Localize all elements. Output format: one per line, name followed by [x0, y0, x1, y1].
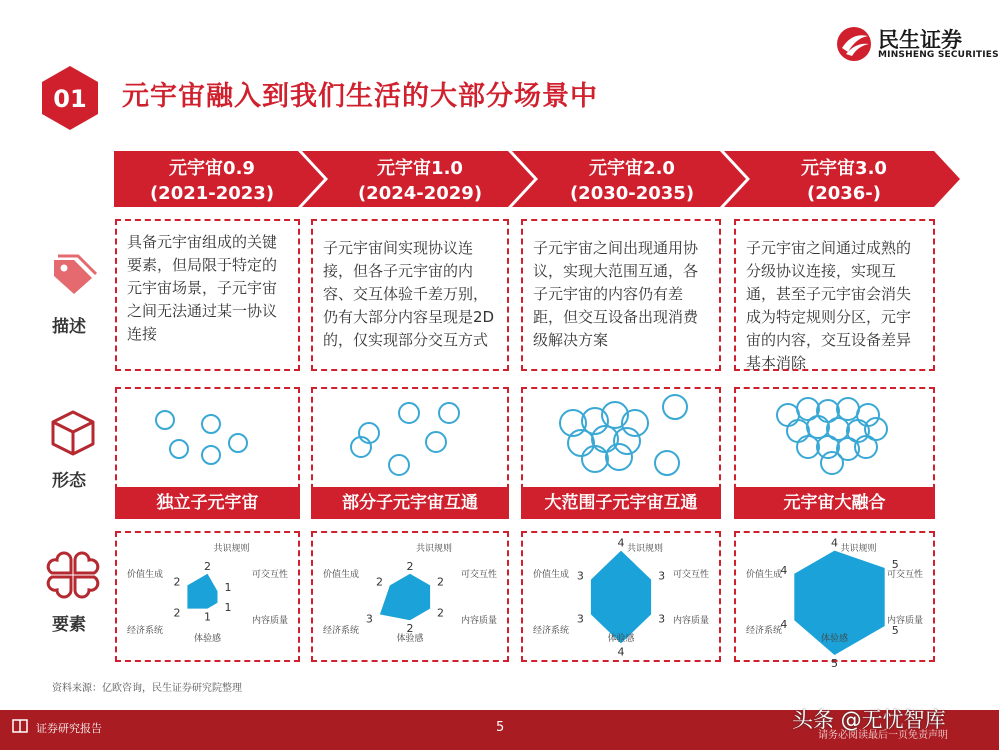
form-box-4 [734, 387, 935, 519]
cube-icon [48, 409, 98, 455]
radar-axis-label: 内容质量 [251, 616, 288, 626]
stage-name: 元宇宙0.9 [169, 158, 255, 179]
footer-label: 证券研究报告 [36, 722, 102, 735]
radar-value-label: 4 [780, 563, 788, 577]
description-box-4: 子元宇宙之间通过成熟的分级协议连接，实现互通，甚至子元宇宙会消失成为特定规则分区，元宇宙的内容，交互设备差异基本消除 [734, 219, 935, 371]
radar-axis-label: 可交互性 [672, 570, 709, 580]
disclaimer: 请务必阅读最后一页免责声明 [818, 730, 948, 741]
stage-period: (2024-2029) [357, 183, 483, 204]
row-label-elements: 要素 [52, 615, 86, 635]
radar-axis-label: 内容质量 [460, 616, 497, 626]
stage-name: 元宇宙2.0 [589, 158, 675, 179]
radar-axis-label: 价值生成 [127, 570, 164, 580]
page-title: 元宇宙融入到我们生活的大部分场景中 [122, 81, 598, 112]
radar-chart-1 [117, 533, 298, 660]
radar-axis-label: 经济系统 [746, 626, 783, 636]
row-label-form: 形态 [52, 471, 86, 491]
isolated-circles [117, 389, 298, 485]
section-number: 01 [53, 85, 87, 113]
stage-label-2 [320, 156, 520, 206]
radar-axis-label: 内容质量 [886, 616, 923, 626]
radar-axis-label: 共识规则 [627, 544, 664, 554]
radar-value-label: 5 [891, 624, 899, 637]
radar-value-label: 3 [576, 569, 584, 583]
form-label-4: 元宇宙大融合 [734, 487, 935, 519]
form-label-1: 独立子元宇宙 [115, 487, 300, 519]
radar-value-label: 2 [437, 575, 444, 589]
stage-label-4 [744, 156, 944, 206]
radar-value-label: 2 [406, 559, 414, 573]
page-number: 5 [496, 720, 505, 735]
radar-value-label: 4 [780, 618, 788, 632]
radar-area [591, 551, 651, 644]
form-box-1 [115, 387, 300, 519]
radar-value-label: 4 [617, 645, 625, 659]
radar-value-label: 1 [224, 600, 232, 614]
stage-name: 元宇宙1.0 [377, 158, 463, 179]
radar-axis-label: 经济系统 [127, 626, 164, 636]
radar-axis-label: 体验感 [820, 634, 849, 644]
radar-box-1 [115, 531, 300, 662]
radar-axis-label: 经济系统 [323, 626, 360, 636]
watermark: 头条 @无忧智库 [792, 708, 946, 732]
radar-axis-label: 价值生成 [746, 570, 783, 580]
radar-value-label: 2 [406, 622, 414, 636]
radar-value-label: 2 [376, 575, 383, 589]
radar-axis-label: 可交互性 [460, 570, 497, 580]
radar-box-3 [521, 531, 721, 662]
radar-value-label: 1 [224, 581, 232, 595]
radar-value-label: 4 [831, 536, 838, 550]
source-note: 资料来源：亿欧咨询，民生证券研究院整理 [52, 683, 242, 694]
radar-axis-label: 共识规则 [213, 544, 250, 554]
radar-box-2 [311, 531, 509, 662]
book-icon [12, 718, 28, 734]
stage-label-3 [532, 156, 732, 206]
radar-box-4 [734, 531, 935, 670]
radar-axis-label: 可交互性 [251, 570, 288, 580]
merged-circles [736, 389, 933, 485]
radar-chart-4 [736, 533, 933, 670]
radar-axis-label: 可交互性 [886, 570, 923, 580]
radar-chart-2 [313, 533, 507, 660]
row-label-describe: 描述 [52, 317, 86, 337]
form-box-3 [521, 387, 721, 519]
stage-period: (2036-) [806, 183, 882, 204]
wide-circles [523, 389, 719, 485]
form-label-2: 部分子元宇宙互通 [311, 487, 509, 519]
radar-value-label: 2 [204, 559, 211, 573]
form-box-2 [311, 387, 509, 519]
clover-icon [48, 552, 98, 598]
radar-axis-label: 内容质量 [672, 616, 709, 626]
radar-value-label: 2 [173, 606, 181, 620]
stage-period: (2021-2023) [149, 183, 275, 204]
description-box-1: 具备元宇宙组成的关键要素，但局限于特定的元宇宙场景，子元宇宙之间无法通过某一协议连接 [115, 219, 300, 371]
description-box-3: 子元宇宙之间出现通用协议，实现大范围互通，各子元宇宙的内容仍有差距，但交互设备出现消费级解决方案 [521, 219, 721, 371]
radar-value-label: 1 [204, 610, 211, 624]
radar-axis-label: 共识规则 [840, 544, 877, 554]
radar-value-label: 3 [658, 569, 666, 583]
radar-axis-label: 价值生成 [323, 570, 360, 580]
radar-chart-3 [523, 533, 719, 660]
radar-area [380, 574, 430, 620]
radar-value-label: 3 [658, 612, 666, 626]
partial-circles [313, 389, 507, 485]
form-label-3: 大范围子元宇宙互通 [521, 487, 721, 519]
radar-value-label: 2 [437, 606, 444, 620]
radar-value-label: 5 [831, 657, 838, 670]
logo-text-en: MINSHENG SECURITIES [878, 50, 999, 60]
radar-axis-label: 体验感 [193, 634, 222, 644]
stage-label-1 [112, 156, 312, 206]
radar-axis-label: 经济系统 [533, 626, 570, 636]
radar-axis-label: 体验感 [396, 634, 424, 644]
radar-axis-label: 价值生成 [533, 570, 570, 580]
radar-axis-label: 共识规则 [416, 544, 453, 554]
radar-value-label: 5 [891, 558, 899, 571]
stage-name: 元宇宙3.0 [801, 158, 887, 179]
radar-area [187, 574, 217, 609]
stage-period: (2030-2035) [569, 183, 695, 204]
logo-text-cn: 民生证券 [878, 28, 962, 52]
radar-value-label: 3 [576, 612, 584, 626]
radar-value-label: 2 [173, 575, 181, 589]
radar-value-label: 3 [365, 612, 373, 626]
radar-value-label: 4 [617, 536, 625, 550]
tag-icon [48, 252, 98, 298]
radar-axis-label: 体验感 [607, 634, 635, 644]
description-box-2: 子元宇宙间实现协议连接，但各子元宇宙的内容、交互体验千差万别，仍有大部分内容呈现是2D的，仅实现部分交互方式 [311, 219, 509, 371]
